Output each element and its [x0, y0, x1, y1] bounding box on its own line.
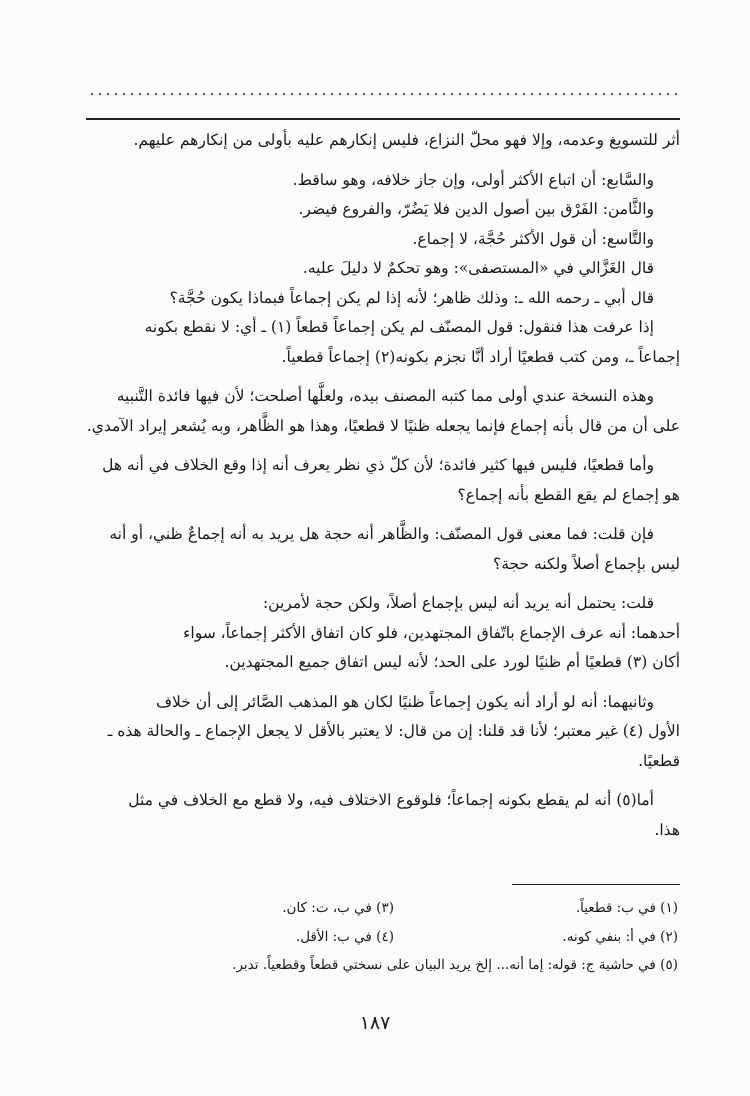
text-line: إجماعاً ـ، ومن كتب قطعيًا أراد أنَّا نجزم بكونه(٢) إجماعاً قطعياً. [281, 347, 680, 366]
paragraph-group [80, 589, 680, 678]
paragraph [80, 382, 680, 441]
text-line: وهذه النسخة عندي أولى مما كتبه المصنف بيده، ولعلَّها أصلحت؛ لأن فيها فائدة التَّنبيه [116, 387, 654, 405]
footnote: (٣) في ب، ت: كان. [282, 900, 394, 916]
page-number: ١٨٧ [359, 1012, 391, 1034]
text-line: إذا عرفت هذا فنقول: قول المصنّف لم يكن إجماعاً قطعاً (١) ـ أي: لا نقطع بكونه [144, 318, 654, 336]
footnote: (١) في ب: قطعياً. [575, 900, 678, 916]
text-line: أحدهما: أنه عرف الإجماع باتّفاق المجتهدين، فلو كان اتفاق الأكثر إجماعاً، سواء [183, 623, 680, 642]
text-line: قلت: يحتمل أنه يريد أنه ليس بإجماع أصلاً، ولكن حجة لأمرين: [262, 594, 654, 612]
text-line: الأول (٤) غير معتبر؛ لأنا قد قلنا: إن من قال: لا يعتبر بالأقل لا يجعل الإجماع ـ والحالة هذه ـ [107, 722, 680, 740]
text-line: والثَّامن: الفَرْق بين أصول الدين فلا يَضُرّ، والفروع فيضر. [298, 200, 654, 218]
footnote: (٤) في ب: الأقل. [295, 929, 394, 945]
text-line: أثر للتسويغ وعدمه، وإلا فهو محلّ النزاع، فليس إنكارهم عليه بأولى من إنكارهم عليهم. [133, 131, 680, 149]
text-line: وثانيهما: أنه لو أراد أنه يكون إجماعاً ظنيًا لكان هو المذهب الصَّائر إلى أن خلاف [155, 692, 654, 711]
text-line: والسَّابع: أن اتباع الأكثر أولى، وإن جاز خلافه، وهو ساقط. [292, 170, 654, 189]
main-text [80, 126, 680, 855]
paragraph [80, 451, 680, 510]
text-line: هو إجماع لم يقع القطع بأنه إجماع؟ [457, 485, 680, 504]
paragraph [80, 786, 680, 845]
text-line: والتَّاسع: أن قول الأكثر حُجَّة، لا إجماع. [412, 229, 654, 248]
header-dotted-rule [88, 92, 678, 96]
paragraph [80, 126, 680, 156]
footnote-rule [512, 884, 680, 885]
text-line: هذا. [654, 820, 680, 839]
text-line: أكان (٣) قطعيًا أم ظنيًا لورد على الحد؛ لأنه ليس اتفاق جميع المجتهدين. [224, 653, 680, 671]
text-line: أما(٥) أنه لم يقطع بكونه إجماعاً؛ فلوقوع الاختلاف فيه، ولا قطع مع الخلاف في مثل [128, 791, 654, 809]
paragraph [80, 688, 680, 777]
footnote: (٥) في حاشية ج: قوله: إما أنه... إلخ يريد البيان على نسختي قطعاً وقطعياً. تدبر. [232, 957, 678, 973]
text-line: قال أبي ـ رحمه الله ـ: وذلك ظاهر؛ لأنه إذا لم يكن إجماعاً فبماذا يكون حُجَّة؟ [169, 288, 654, 307]
text-line: ليس بإجماع أصلاً ولكنه حجة؟ [492, 554, 680, 573]
paragraph [80, 520, 680, 579]
header-rule [86, 118, 680, 120]
text-line: فإن قلت: فما معنى قول المصنّف: والظَّاهر أنه حجة هل يريد به أنه إجماعٌ ظني، أو أنه [109, 525, 654, 543]
text-line: قال الغَزَّالي في «المستصفى»: وهو تحكمٌ لا دليلَ عليه. [302, 259, 654, 277]
text-line: قطعيًا. [638, 751, 680, 770]
text-line: وأما قطعيًا، فليس فيها كثير فائدة؛ لأن كلّ ذي نظر يعرف أنه إذا وقع الخلاف في أنه هل [102, 456, 654, 474]
text-line: على أن من قال بأنه إجماع فإنما يجعله ظنيًا لا قطعيًا، وهذا هو الظَّاهر، وبه يُشعر إيراد الآمدي. [86, 416, 680, 435]
footnote: (٢) في أ: بنفي كونه. [562, 929, 678, 945]
paragraph-group [80, 166, 680, 373]
